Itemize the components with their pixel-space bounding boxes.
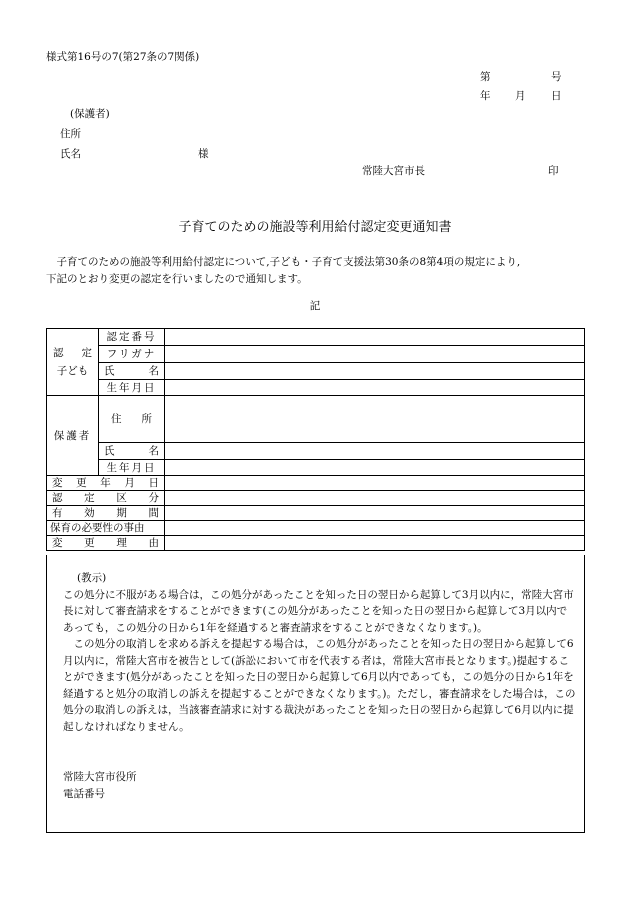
child-group-char-2: 定 <box>81 347 92 359</box>
cert-number-value[interactable] <box>165 329 585 346</box>
office-name: 常陸大宮市役所 <box>63 771 137 783</box>
remarks-paragraph-1: この処分に不服がある場合は，この処分があったことを知った日の翌日から起算して3月以内に，常陸大宮市長に対して審査請求をすることができます(この処分があったことを知った日の翌日から起算して3月以内であっても，この処分の日から1年を経過すると審査請求をすることができなくなります。)。 <box>63 588 574 634</box>
change-date-value[interactable] <box>165 476 585 491</box>
row-change-reason <box>47 536 585 551</box>
guardian-address-value[interactable] <box>165 396 585 443</box>
date-year: 年 <box>480 90 491 102</box>
recipient-address-label: 住所 <box>60 128 81 140</box>
remarks-heading: (教示) <box>77 572 107 584</box>
row-furigana <box>47 346 585 363</box>
change-date-label: 変 更 年 月 日 <box>47 476 165 491</box>
row-cert-category <box>47 491 585 506</box>
child-group-char-1: 認 <box>53 347 64 359</box>
recipient-honorific: 様 <box>198 148 209 160</box>
issuer-seal: 印 <box>548 165 559 177</box>
row-guardian-name <box>47 443 585 460</box>
guardian-group-label: 保護者 <box>47 396 99 476</box>
certification-table <box>46 328 585 551</box>
row-child-dob <box>47 380 585 396</box>
change-reason-value[interactable] <box>165 536 585 551</box>
document-number-prefix: 第 <box>480 71 491 83</box>
cert-category-label: 認 定 区 分 <box>47 491 165 506</box>
furigana-value[interactable] <box>165 346 585 363</box>
intro-line-1: 子育てのための施設等利用給付認定について,子ども・子育て支援法第30条の8第4項の規定により, <box>56 256 521 268</box>
guardian-name-label: 氏 名 <box>99 443 165 460</box>
recipient-heading: (保護者) <box>70 108 110 120</box>
recipient-name-label: 氏名 <box>60 148 81 160</box>
intro-text <box>46 254 586 288</box>
child-name-value[interactable] <box>165 363 585 380</box>
furigana-label: フリガナ <box>99 346 165 363</box>
ki-mark: 記 <box>309 300 321 312</box>
care-need-reason-value[interactable] <box>165 521 585 536</box>
document-number-suffix: 号 <box>551 71 562 83</box>
form-number: 様式第16号の7(第27条の7関係) <box>46 51 200 63</box>
child-group-label <box>47 329 99 396</box>
valid-period-label: 有 効 期 間 <box>47 506 165 521</box>
row-valid-period <box>47 506 585 521</box>
child-dob-label: 生年月日 <box>99 380 165 396</box>
remarks-box <box>46 555 585 833</box>
care-need-reason-label: 保育の必要性の事由 <box>47 521 165 536</box>
row-guardian-address <box>47 396 585 443</box>
child-name-label: 氏 名 <box>99 363 165 380</box>
row-child-name <box>47 363 585 380</box>
row-guardian-dob <box>47 460 585 476</box>
child-dob-value[interactable] <box>165 380 585 396</box>
guardian-address-label: 住 所 <box>99 396 165 443</box>
intro-line-2: 下記のとおり変更の認定を行いましたので通知します。 <box>46 273 308 285</box>
change-reason-label: 変 更 理 由 <box>47 536 165 551</box>
guardian-name-value[interactable] <box>165 443 585 460</box>
date-month: 月 <box>515 90 526 102</box>
document-title: 子育てのための施設等利用給付認定変更通知書 <box>178 220 452 235</box>
cert-number-label: 認定番号 <box>99 329 165 346</box>
guardian-dob-value[interactable] <box>165 460 585 476</box>
row-care-need-reason <box>47 521 585 536</box>
phone-label: 電話番号 <box>63 788 105 800</box>
date-day: 日 <box>551 90 562 102</box>
issuer-title: 常陸大宮市長 <box>362 165 425 177</box>
guardian-dob-label: 生年月日 <box>99 460 165 476</box>
child-group-char-3: 子ども <box>56 365 89 377</box>
remarks-body <box>63 570 577 735</box>
office-block <box>63 769 137 803</box>
row-cert-number <box>47 329 585 346</box>
remarks-paragraph-2: この処分の取消しを求める訴えを提起する場合は，この処分があったことを知った日の翌日から起算して6月以内に，常陸大宮市を被告として(訴訟において市を代表する者は，常陸大宮市長となります。)提起することができます(処分があったことを知った日の翌日から起算して6月以内であっても，この処分の日から1年を経過すると処分の取消しの訴えを提起することができなくなります。)。ただし，審査請求をした場合は，この処分の取消しの訴えは，当該審査請求に対する裁決があったことを知った日の翌日から起算して6月以内に提起しなければなりません。 <box>63 638 576 733</box>
row-change-date <box>47 476 585 491</box>
cert-category-value[interactable] <box>165 491 585 506</box>
valid-period-value[interactable] <box>165 506 585 521</box>
